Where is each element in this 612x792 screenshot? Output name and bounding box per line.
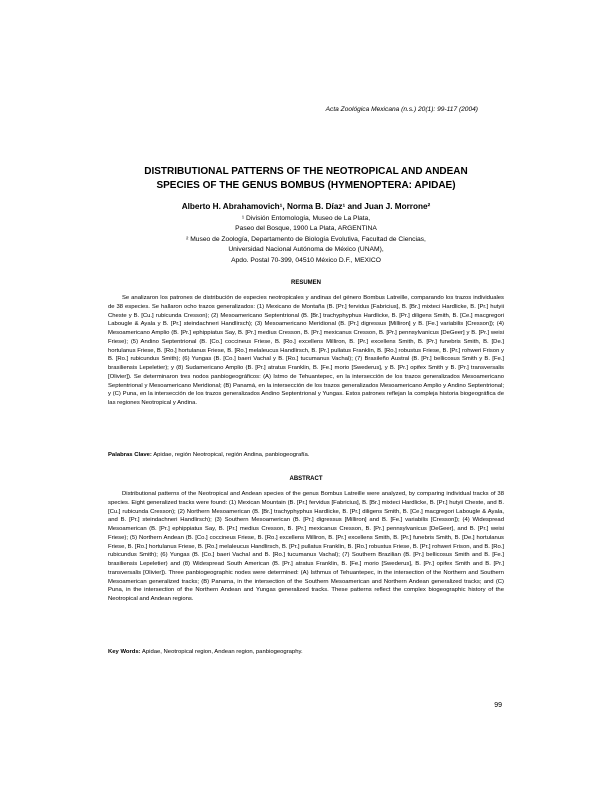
affiliation-line: Paseo del Bosque, 1900 La Plata, ARGENTINA bbox=[235, 225, 377, 233]
abstract-text: Distributional patterns of the Neotropical and Andean species of the genus Bombus Latreille were analyzed, by comparing individual tracks of 38 species. Eight generalized tracks were found: (1) Mexican Mountain (B. [Pr.] fervidus [Fabricius], B. [Br.] mixteci Hardlicke, B. [Pr.] hutyii Cheste, and B. [Cu.] rubicunda Cresson); (2) Northern Mesoamerican (B. [Br.] trachyphyphus Hardlicke, B. [Pr.] diligens Smith, B. [Ce.] macgregori Labougle & Ayala, and B. [Pr.] steindachneri Handlirsch); (3) Southern Mesoamerican (B. [Pr.] digressus [Milliron] and B. [Fe.] variabilis [Cresson]); (4) Widespread Mesoamerican (B. [Pr.] ephippiatus Say, B. [Pr.] medius Cresson, B. [Pr.] mexicanus Cresson, B. [Pr.] pennsylvanicus [DeGeer], and B. [Pr.] weisi Friese); (5) Northern Andean (B. [Co.] coccineus Friese, B. [Ro.] excellens Milliron, B. [Pr.] excellens Smith, B. [Pr.] funebris Smith, B. [De.] hortulanus Friese, B. [Ro.] hortulanus Friese, B. [Ro.] melaleucus Handlirsch, B. [Pr.] pullatus Franklin, B. [Ro.] robustus Friese, B. [Pr.] rohweri Frison, and B. [Ro.] rubicundus Smith); (6) Yungas (B. [Co.] baeri Vachal and B. [Ro.] tucumanus Vachal); (7) Southern Brazilian (B. [Pr.] bellicosus Smith and B. [Fe.] brasiliensis Lepeletier) and (8) Widespread South American (B. [Pr.] atratus Franklin, B. [Fe.] morio [Swederus], B. [Pr.] opifex Smith and B. [Pr.] transversalis [Olivier]). Three panbiogeographic nodes were determined: (A) Isthmus of Tehuantepec, in the intersection of the Northern and Southern Mesoamerican generalized tracks; (B) Panama, in the intersection of the Southern Mesoamerican and Northern Andean generalized tracks; and (C) Puna, in the intersection of the Northern Andean and Yungas generalized tracks. These patterns reflect the complex biogeographic history of the Neotropical and Andean regions. bbox=[108, 491, 504, 602]
affiliation-line: ¹ División Entomología, Museo de La Plata, bbox=[241, 215, 371, 222]
affiliation-line: Apdo. Postal 70-399, 04510 México D.F., MEXICO bbox=[231, 256, 381, 264]
affiliation-line: Universidad Nacional Autónoma de México (UNAM), bbox=[228, 246, 384, 254]
authors: Alberto H. Abrahamovich¹, Norma B. Díaz¹ and Juan J. Morrone² bbox=[181, 202, 431, 211]
affiliation-line: ² Museo de Zoología, Departamento de Biología Evolutiva, Facultad de Ciencias, bbox=[186, 235, 426, 243]
title-line-2: SPECIES OF THE GENUS BOMBUS (HYMENOPTERA: APIDAE) bbox=[156, 180, 456, 191]
resumen-keywords-label: Palabras Clave: bbox=[108, 452, 152, 458]
journal-citation: Acta Zoológica Mexicana (n.s.) 20(1): 99-117 (2004) bbox=[325, 106, 478, 113]
title-line-1: DISTRIBUTIONAL PATTERNS OF THE NEOTROPICAL AND ANDEAN bbox=[144, 166, 468, 177]
resumen-heading: RESUMEN bbox=[290, 280, 321, 286]
paper-title bbox=[108, 165, 504, 193]
abstract-keywords-value: Apidae, Neotropical region, Andean region, panbiogeography. bbox=[140, 649, 303, 655]
abstract-keywords bbox=[108, 649, 504, 655]
resumen-keywords-value: Apidae, región Neotropical, región Andina, panbiogeografía. bbox=[151, 452, 310, 458]
abstract-heading: ABSTRACT bbox=[289, 476, 323, 482]
abstract-keywords-label: Key Words: bbox=[108, 649, 141, 655]
page-number: 99 bbox=[494, 702, 502, 709]
resumen-text: Se analizaron los patrones de distribución de especies neotropicales y andinas del género Bombus Latreille, comparando los trazos individuales de 38 especies. Se hallaron ocho trazos generalizados: (1) Mexicano de Montaña (B. [Pr.] fervidus [Fabricius], B. [Br.] mixteci Hardlicke, B. [Pr.] hutyii Cheste y B. [Cu.] rubicunda Cresson); (2) Mesoamericano Septentrional (B. [Br.] trachyphyphus Hardlicke, B. [Pr.] diligens Smith, B. [Ce.] macgregori Labougle & Ayala y B. [Pr.] steindachneri Handlirsch); (3) Mesoamericano Meridional (B. [Pr.] digressus [Milliron] y B. [Fe.] variabilis [Cresson]); (4) Mesoamericano Amplio (B. [Pr.] ephippiatus Say, B. [Pr.] medius Cresson, B. [Pr.] mexicanus Cresson, B. [Pr.] pennsylvanicus [DeGeer] y B. [Pr.] weisi Friese); (5) Andino Septentrional (B. [Co.] coccineus Friese, B. [Ro.] excellens Milliron, B. [Pr.] excellens Smith, B. [Pr.] funebris Smith, B. [De.] hortulanus Friese, B. [Ro.] hortulanus Friese, B. [Ro.] melaleucus Handlirsch, B. [Pr.] pullatus Franklin, B. [Ro.] robustus Friese, B. [Pr.] rohweri Frison y B. [Ro.] rubicundus Smith); (6) Yungas (B. [Co.] baeri Vachal y B. [Ro.] tucumanus Vachal); (7) Brasileño Austral (B. [Pr.] bellicosus Smith y B. [Fe.] brasiliensis Lepeletier); y (8) Sudamericano Amplio (B. [Pr.] atratus Franklin, B. [Fe.] morio [Swederus], y B. [Pr.] opifex Smith y B. [Pr.] transversalis [Olivier]). Se determinaron tres nodos panbiogeográficos: (A) Istmo de Tehuantepec, en la intersección de los trazos generalizados Mesoamericano Septentrional y Mesoamericano Meridional; (B) Panamá, en la intersección de los trazos generalizados Mesoamericano Amplio y Andino Septentrional; y (C) Puna, en la intersección de los trazos generalizados Andino Septentrional y Yungas. Estos patrones reflejan la compleja historia biogeográfica de las regiones Neotropical y Andina. bbox=[108, 295, 504, 406]
resumen-keywords bbox=[108, 452, 504, 458]
affiliations bbox=[108, 214, 504, 266]
